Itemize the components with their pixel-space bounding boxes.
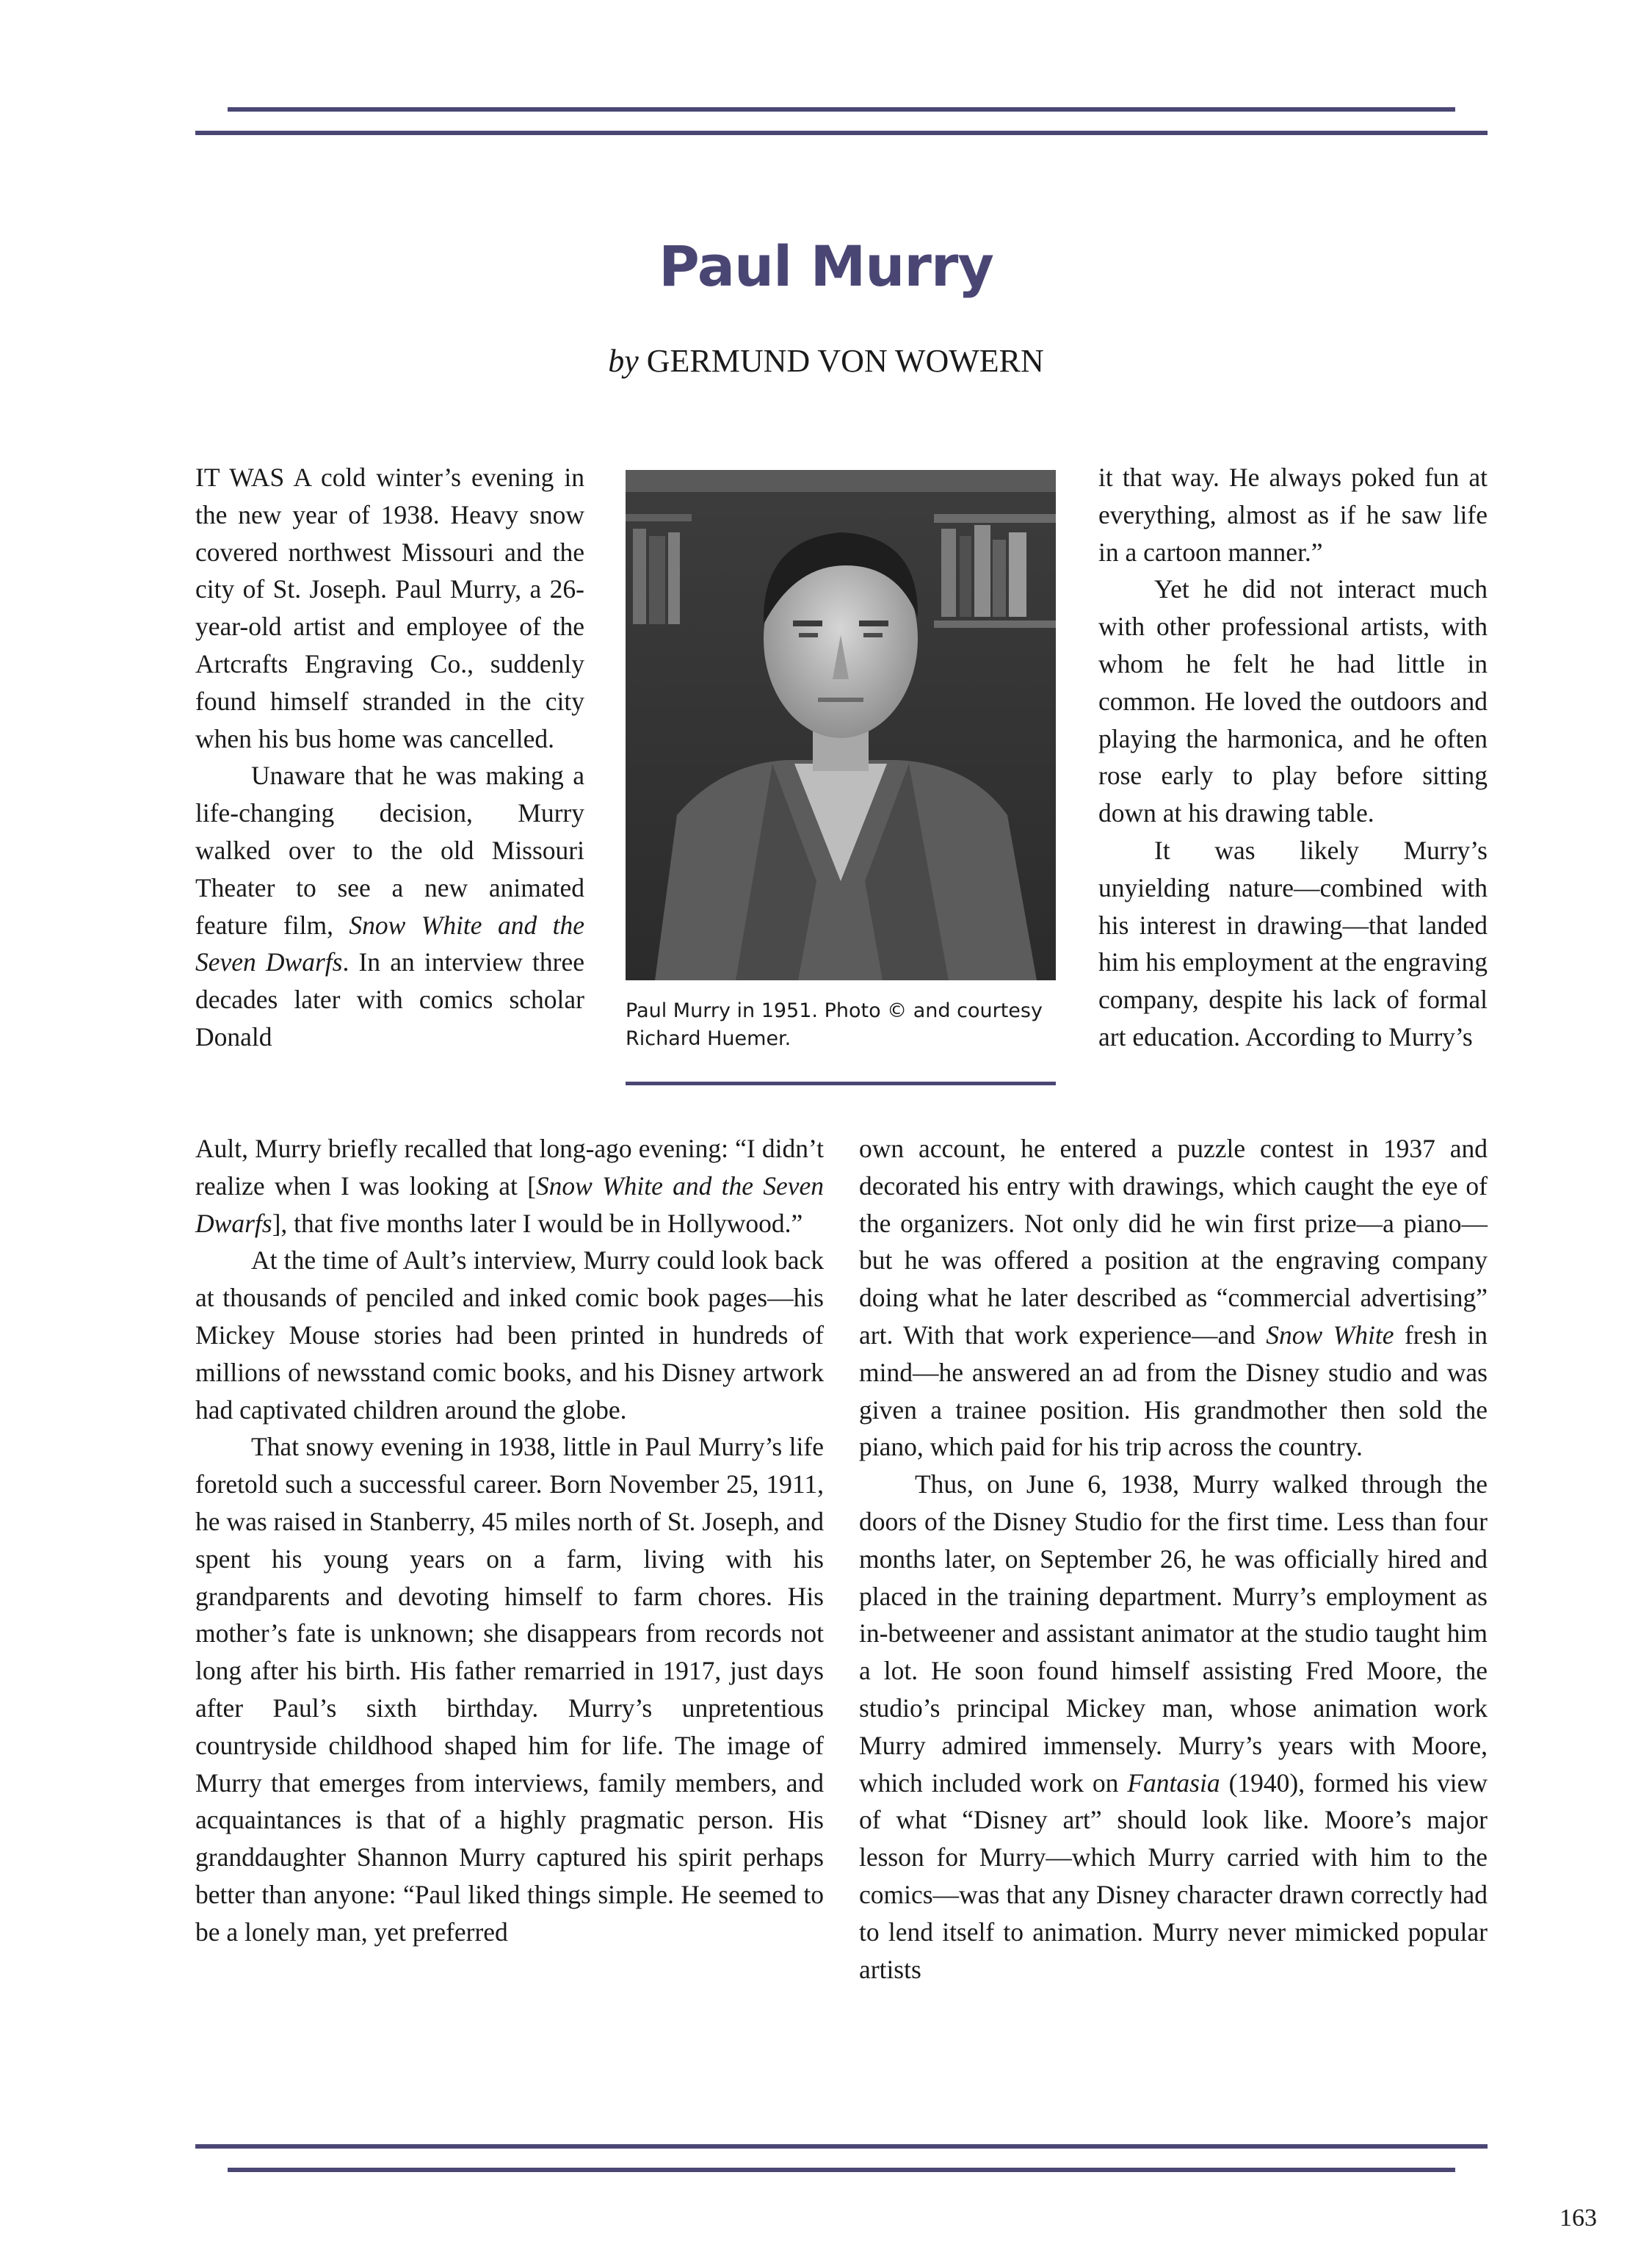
paragraph: IT WAS A cold winter’s evening in the new year of 1938. Heavy snow covered northwest Missouri and the city of St. Joseph. Paul Murry, a 26-year-old artist and employee of the Artcrafts Engraving Co., suddenly found himself stranded in the city when his bus home was cancelled.	[195, 463, 584, 753]
author-name: GERMUND VON WOWERN	[646, 343, 1044, 379]
byline-prefix: by	[608, 343, 639, 379]
bottom-rule-short	[228, 2168, 1455, 2172]
text-run: . In an interview three decades later with comics scholar Donald	[195, 947, 584, 1052]
text-run: fresh in mind—he answered an ad from the Disney studio and was given a trainee position. His grandmother then sold the piano, which paid for his trip across the country.	[859, 1320, 1488, 1462]
film-title: Snow White	[1266, 1320, 1394, 1350]
col1-text-bottom	[195, 1130, 824, 1951]
top-rule-long	[195, 131, 1488, 135]
paragraph: That snowy evening in 1938, little in Paul Murry’s life foretold such a successful career. Born November 25, 1911, he was raised in Stanberry, 45 miles north of St. Joseph, and spent his young years on a farm, living with his grandparents and devoting himself to farm chores. His mother’s fate is unknown; she disappears from records not long after his birth. His father remarried in 1917, just days after Paul’s sixth birthday. Murry’s unpretentious countryside childhood shaped him for life. The image of Murry that emerges from interviews, family members, and acquaintances is that of a highly pragmatic person. His granddaughter Shannon Murry captured his spirit perhaps better than anyone: “Paul liked things simple. He seemed to be a lonely man, yet preferred	[195, 1432, 824, 1947]
text-run: Unaware that he was making a life-changing decision, Murry walked over to the old Missouri Theater to see a new animated feature film,	[195, 761, 584, 940]
top-rule-short	[228, 107, 1455, 112]
text-run: (1940), formed his view of what “Disney art” should look like. Moore’s major lesson for Murry—which Murry carried with him to the comics—was that any Disney character drawn correctly had to lend itself to animation. Murry never mimicked popular artists	[859, 1767, 1488, 1984]
paragraph: It was likely Murry’s unyielding nature—combined with his interest in drawing—that landed him his employment at the engraving company, despite his lack of formal art education. According to Murry’s	[1098, 835, 1488, 1052]
portrait-photo-image	[626, 470, 1056, 980]
byline	[0, 342, 1652, 380]
paragraph: it that way. He always poked fun at everything, almost as if he saw life in a cartoon manner.”	[1098, 463, 1488, 567]
photo-caption: Paul Murry in 1951. Photo © and courtesy Richard Huemer.	[626, 999, 1043, 1050]
col1-text-top	[195, 459, 584, 1056]
film-title: Snow White and the Seven Dwarfs	[195, 1170, 824, 1238]
text-run: ], that five months later I would be in Hollywood.”	[272, 1208, 803, 1238]
paragraph	[195, 1130, 824, 1242]
paragraph	[195, 757, 584, 1055]
portrait-photo	[626, 470, 1056, 980]
paragraph: Yet he did not interact much with other professional artists, with whom he felt he had little in common. He loved the outdoors and playing the harmonica, and he often rose early to play before sitting down at his drawing table.	[1098, 574, 1488, 828]
caption-rule	[626, 1082, 1056, 1085]
page-number: 163	[1559, 2204, 1597, 2232]
text-run: Ault, Murry briefly recalled that long-ago evening: “I didn’t realize when I was looking at [	[195, 1134, 824, 1201]
col2-text-bottom	[859, 1130, 1488, 1988]
film-title: Snow White and the Seven Dwarfs	[195, 910, 585, 977]
paragraph	[859, 1130, 1488, 1466]
col2-text-top	[1098, 459, 1488, 1056]
bottom-rule-long	[195, 2144, 1488, 2149]
film-title: Fantasia	[1127, 1767, 1220, 1798]
paragraph: At the time of Ault’s interview, Murry could look back at thousands of penciled and inked comic book pages—his Mickey Mouse stories had been printed in hundreds of millions of newsstand comic books, and his Disney artwork had captivated children around the globe.	[195, 1245, 824, 1425]
text-run: Thus, on June 6, 1938, Murry walked through the doors of the Disney Studio for the first time. Less than four months later, on September 26, he was officially hired and placed in the training department. Murry’s employment as in-betweener and assistant animator at the studio taught him a lot. He soon found himself assisting Fred Moore, the studio’s principal Mickey man, whose animation work Murry admired immensely. Murry’s years with Moore, which included work on	[859, 1469, 1488, 1798]
article-title: Paul Murry	[659, 234, 993, 299]
paragraph	[859, 1466, 1488, 1988]
text-run: own account, he entered a puzzle contest in 1937 and decorated his entry with drawings, which caught the eye of the organizers. Not only did he win first prize—a piano—but he was offered a position at the engraving company doing what he later described as “commercial advertising” art. With that work experience—and	[859, 1134, 1488, 1350]
